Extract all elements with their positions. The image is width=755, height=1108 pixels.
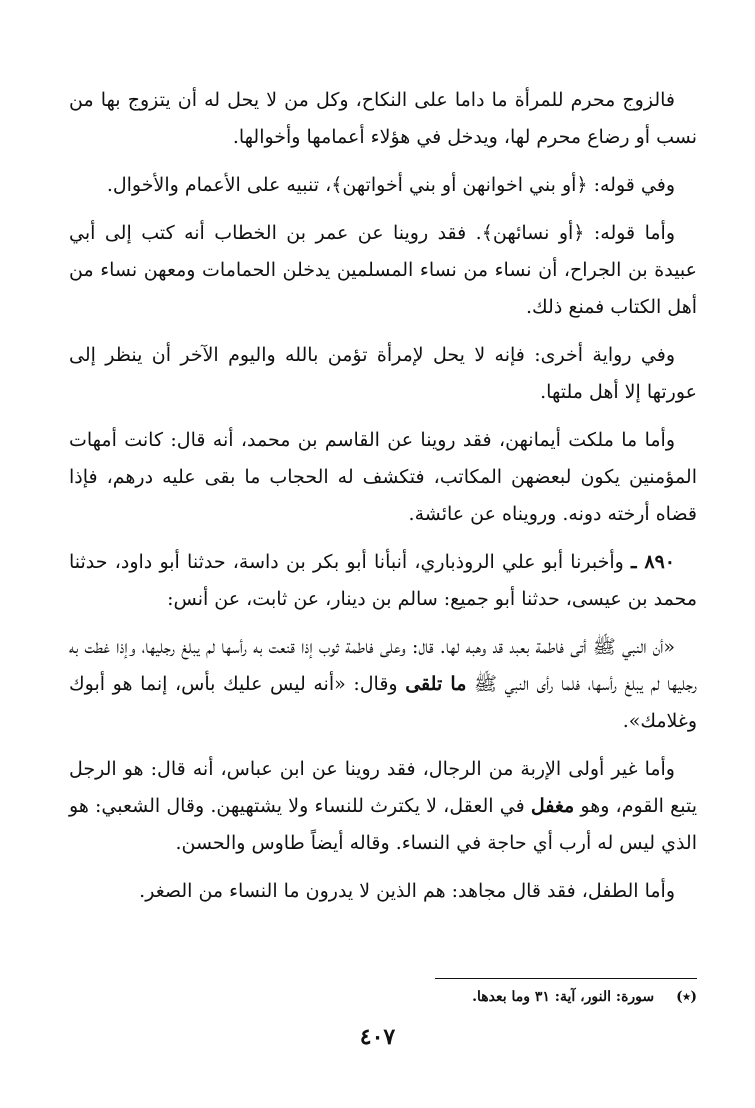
paragraph-the-child <box>69 873 697 910</box>
paragraph-bold-phrase: ما تلقى <box>405 673 467 695</box>
paragraph-text-before: وأما غير أولى الإربة من الرجال، فقد روينا عن ابن عباس، أنه قال: هو الرجل يتبع القوم، وهو <box>69 758 697 817</box>
paragraph-text-after: وقال: «أنه ليس عليك بأس، إنما هو أبوك وغلامك». <box>69 673 697 732</box>
page-body <box>69 82 697 921</box>
paragraph-right-hands <box>69 422 697 533</box>
paragraph-text: وأما الطفل، فقد قال مجاهد: هم الذين لا يدرون ما النساء من الصغر. <box>139 880 675 902</box>
paragraph-hadith-890 <box>69 544 697 618</box>
paragraph-hadith-text <box>69 629 697 740</box>
paragraph-brothers-sons <box>69 167 697 204</box>
footnote-divider <box>435 978 697 979</box>
paragraph-text: وفي رواية أخرى: فإنه لا يحل لإمرأة تؤمن بالله واليوم الآخر أن ينظر إلى عورتها إلا أهل ملتها. <box>69 344 697 403</box>
paragraph-text-after: في العقل، لا يكترث للنساء ولا يشتهيهن. وقال الشعبي: هو الذي ليس له أرب أي حاجة في النساء. وقاله أيضاً طاوس والحسن. <box>69 795 697 854</box>
footnote-mark: (٭) <box>676 989 697 1005</box>
paragraph-another-narration <box>69 337 697 411</box>
paragraph-spouse-mahram <box>69 82 697 156</box>
paragraph-text: فالزوج محرم للمرأة ما داما على النكاح، وكل من لا يحل له أن يتزوج بها من نسب أو رضاع محرم لها، ويدخل في هؤلاء أعمامها وأخوالها. <box>69 89 697 148</box>
hadith-number: ٨٩٠ ـ <box>631 551 676 573</box>
footnote <box>69 984 697 1010</box>
page-number: ٤٠٧ <box>359 1024 396 1050</box>
paragraph-their-women <box>69 215 697 326</box>
paragraph-text: وأما ما ملكت أيمانهن، فقد روينا عن القاسم بن محمد، أنه قال: كانت أمهات المؤمنين يكون لبعضهن المكاتب، فتكشف له الحجاب ما بقى عليه درهم، فإذا قضاه أرخته دونه. ورويناه عن عائشة. <box>69 429 697 525</box>
paragraph-text-before: «أن النبي ﷺ أتى فاطمة بعبد قد وهبه لها. قال: وعلى فاطمة ثوب إذا قنعت به رأسها لم يبلغ رجليها، وإذا غطت به رجليها لم يبلغ رأسها، فلما رأى النبي ﷺ <box>69 636 697 695</box>
paragraph-bold-word: مغفل <box>530 795 575 817</box>
paragraph-without-desire <box>69 751 697 862</box>
paragraph-text: وفي قوله: ﴿أو بني اخوانهن أو بني أخواتهن﴾، تنبيه على الأعمام والأخوال. <box>106 174 675 196</box>
paragraph-text: وأما قوله: ﴿أو نسائهن﴾. فقد روينا عن عمر بن الخطاب أنه كتب إلى أبي عبيدة بن الجراح، أن نساء من نساء المسلمين يدخلن الحمامات ومعهن نساء من أهل الكتاب فمنع ذلك. <box>69 222 697 318</box>
footnote-text: سورة: النور، آية: ٣١ وما بعدها. <box>472 989 655 1005</box>
paragraph-text: وأخبرنا أبو علي الروذباري، أنبأنا أبو بكر بن داسة، حدثنا أبو داود، حدثنا محمد بن عيسى، حدثنا أبو جميع: سالم بن دينار، عن ثابت، عن أنس: <box>69 551 697 610</box>
